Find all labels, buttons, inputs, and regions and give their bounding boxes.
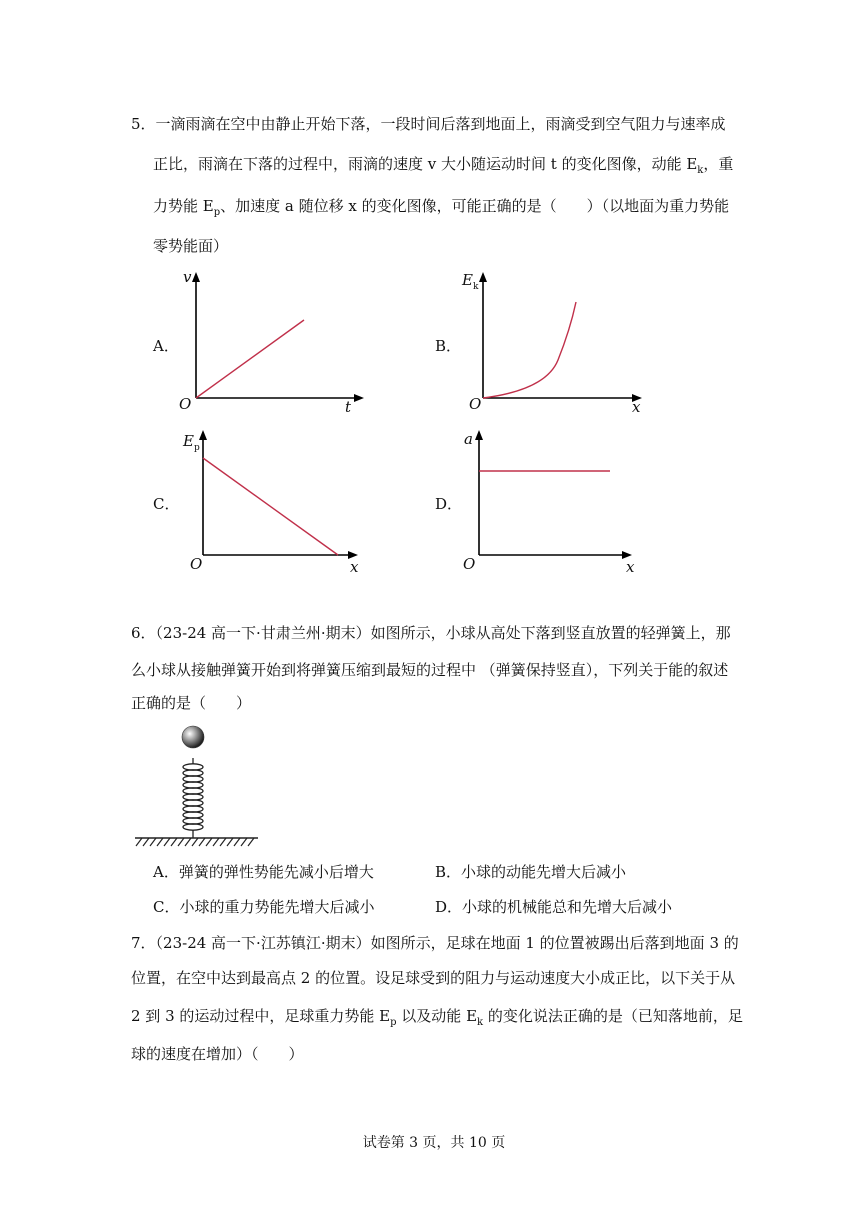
q5-graph-c-y-arrow bbox=[199, 430, 207, 440]
q5-line-2-tail: ，重 bbox=[703, 155, 734, 173]
q5-graph-d-y-label: a bbox=[464, 430, 473, 448]
q5-graph-c-y-letter: E bbox=[183, 432, 194, 450]
q5-graph-a-y-label: v bbox=[183, 268, 192, 286]
q5-graph-a-x-label: t bbox=[345, 398, 352, 416]
q7-line-2: 位置，在空中达到最高点 2 的位置。设足球受到的阻力与运动速度大小成正比，以下关于从 bbox=[131, 969, 736, 987]
q6-line-3: 正确的是（ ） bbox=[131, 694, 252, 712]
q6-spring-figure bbox=[130, 720, 270, 860]
q5-graph-a-x-arrow bbox=[354, 394, 364, 402]
q6-line-1: 6．（23-24 高一下·甘肃兰州·期末）如图所示，小球从高处下落到竖直放置的轻弹簧上，那 bbox=[131, 624, 731, 642]
page-footer: 试卷第 3 页，共 10 页 bbox=[362, 1135, 506, 1151]
q5-option-d-label: D． bbox=[435, 495, 463, 513]
q5-graph-a-origin: O bbox=[179, 395, 192, 413]
q5-line-3-sub: p bbox=[213, 207, 221, 218]
q5-graph-b-x-label: x bbox=[632, 398, 641, 416]
q7-line-3 bbox=[131, 1006, 743, 1033]
q5-option-b-label: B． bbox=[435, 337, 462, 355]
q5-graph-c-y-sub: p bbox=[193, 443, 200, 453]
q5-graph-b-y-label bbox=[462, 271, 478, 292]
q5-graph-b-y-letter: E bbox=[462, 271, 473, 289]
q6-option-c: C．小球的重力势能先增大后减小 bbox=[153, 898, 375, 916]
q7-line-3-sub-2: k bbox=[477, 1017, 484, 1028]
q5-graph-b-y-sub: k bbox=[472, 282, 479, 292]
q7-line-4: 球的速度在增加）（ ） bbox=[131, 1045, 304, 1063]
q7-line-3-tail: 的变化说法正确的是（已知落地前，足 bbox=[483, 1007, 743, 1025]
q7-line-3-mid: 以及动能 E bbox=[396, 1007, 478, 1025]
q5-graph-c bbox=[186, 428, 366, 568]
q5-graph-d-x-label: x bbox=[626, 558, 635, 576]
q5-line-4: 零势能面） bbox=[153, 237, 229, 255]
q5-line-3 bbox=[153, 196, 729, 223]
q6-option-b: B．小球的动能先增大后减小 bbox=[435, 863, 627, 881]
q5-graph-a bbox=[180, 270, 370, 420]
q7-line-3-sub-1: p bbox=[390, 1017, 397, 1028]
q6-line-2: 么小球从接触弹簧开始到将弹簧压缩到最短的过程中 （弹簧保持竖直），下列关于能的叙述 bbox=[131, 661, 729, 679]
q5-line-3-text: 力势能 E bbox=[153, 197, 214, 215]
q5-line-2 bbox=[153, 154, 733, 181]
ball-icon bbox=[182, 726, 204, 748]
q5-graph-a-curve bbox=[196, 320, 304, 398]
ground-icon bbox=[135, 838, 258, 846]
q5-graph-d-y-arrow bbox=[475, 430, 483, 440]
q7-line-3-text: 2 到 3 的运动过程中，足球重力势能 E bbox=[131, 1007, 391, 1025]
q5-option-a-label: A． bbox=[153, 337, 179, 355]
q7-line-1: 7．（23-24 高一下·江苏镇江·期末）如图所示，足球在地面 1 的位置被踢出后落到地面 3 的 bbox=[131, 934, 739, 952]
q6-option-d: D．小球的机械能总和先增大后减小 bbox=[435, 898, 673, 916]
q5-graph-c-curve bbox=[203, 458, 338, 555]
q5-option-c-label: C． bbox=[153, 495, 180, 513]
q5-graph-d-origin: O bbox=[463, 555, 476, 573]
q5-graph-d bbox=[462, 428, 642, 568]
q5-line-2-text: 正比，雨滴在下落的过程中，雨滴的速度 v 大小随运动时间 t 的变化图像，动能 E bbox=[153, 155, 698, 173]
q5-graph-b-origin: O bbox=[469, 395, 482, 413]
q5-graph-a-y-arrow bbox=[192, 272, 200, 282]
q5-graph-c-y-label bbox=[183, 432, 200, 453]
q5-graph-b bbox=[466, 270, 656, 420]
spring-icon bbox=[183, 758, 203, 838]
q5-line-3-tail: 、加速度 a 随位移 x 的变化图像，可能正确的是（ ）（以地面为重力势能 bbox=[220, 197, 730, 215]
q6-option-a: A．弹簧的弹性势能先减小后增大 bbox=[153, 863, 374, 881]
q5-graph-c-origin: O bbox=[190, 555, 203, 573]
q5-graph-b-y-arrow bbox=[479, 272, 487, 282]
q5-line-2-sub: k bbox=[697, 165, 704, 176]
q5-graph-b-curve bbox=[483, 302, 576, 398]
q5-line-1: 5．一滴雨滴在空中由静止开始下落，一段时间后落到地面上，雨滴受到空气阻力与速率成 bbox=[131, 115, 726, 133]
q5-graph-c-x-label: x bbox=[350, 558, 359, 576]
